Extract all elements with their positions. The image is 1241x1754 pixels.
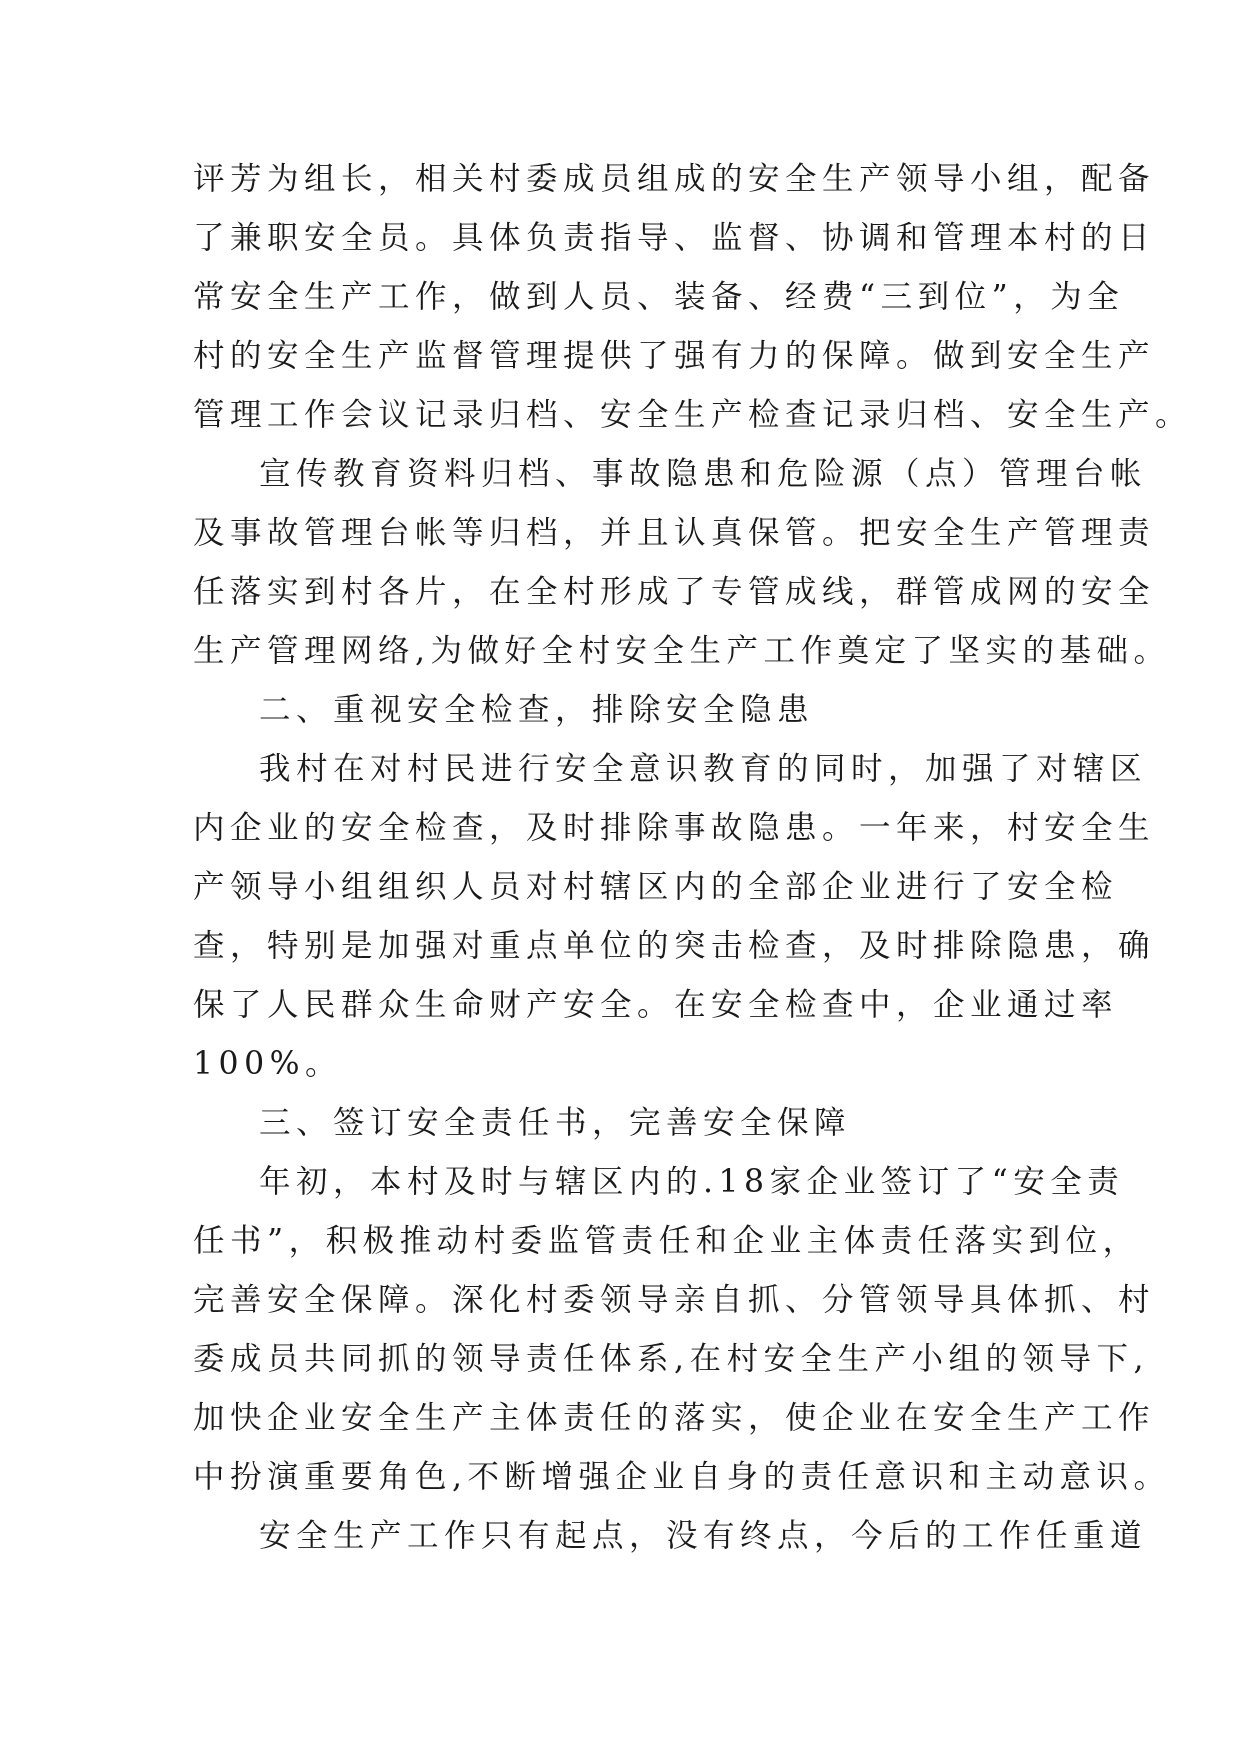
text-line: 村的安全生产监督管理提供了强有力的保障。做到安全生产 (193, 338, 1156, 374)
text-line: 任书”，积极推动村委监管责任和企业主体责任落实到位， (193, 1223, 1140, 1259)
paragraph-2 (193, 445, 1171, 681)
document-body (193, 150, 1193, 1566)
text-line: 完善安全保障。深化村委领导亲自抓、分管领导具体抓、村 (193, 1282, 1156, 1318)
text-line: 了兼职安全员。具体负责指导、监督、协调和管理本村的日 (193, 220, 1156, 256)
text-line: 及事故管理台帐等归档，并且认真保管。把安全生产管理责 (193, 515, 1156, 551)
text-line: 评芳为组长，相关村委成员组成的安全生产领导小组，配备 (193, 161, 1156, 197)
text-line: 查，特别是加强对重点单位的突击检查，及时排除隐患，确 (193, 928, 1156, 964)
text-line: 保了人民群众生命财产安全。在安全检查中，企业通过率 (193, 987, 1119, 1023)
text-line: 管理工作会议记录归档、安全生产检查记录归档、安全生产。 (193, 397, 1193, 433)
paragraph-5 (193, 1507, 1148, 1566)
text-line: 任落实到村各片，在全村形成了专管成线，群管成网的安全 (193, 574, 1156, 610)
text-line: 我村在对村民进行安全意识教育的同时，加强了对辖区 (259, 751, 1148, 787)
text-line: 产领导小组组织人员对村辖区内的全部企业进行了安全检 (193, 869, 1119, 905)
section-heading-3 (193, 1094, 1059, 1153)
text-line: 常安全生产工作，做到人员、装备、经费“三到位”，为全 (193, 279, 1125, 315)
text-line: 100%。 (193, 1046, 343, 1082)
heading-line: 二、重视安全检查，排除安全隐患 (259, 692, 815, 728)
text-line: 加快企业安全生产主体责任的落实，使企业在安全生产工作 (193, 1400, 1156, 1436)
text-line: 年初，本村及时与辖区内的.18家企业签订了“安全责 (259, 1164, 1125, 1200)
section-heading-2 (193, 681, 1059, 740)
text-line: 生产管理网络,为做好全村安全生产工作奠定了坚实的基础。 (193, 633, 1171, 669)
text-line: 宣传教育资料归档、事故隐患和危险源（点）管理台帐 (259, 456, 1148, 492)
text-line: 内企业的安全检查，及时排除事故隐患。一年来，村安全生 (193, 810, 1156, 846)
paragraph-1 (193, 150, 1193, 445)
heading-line: 三、签订安全责任书，完善安全保障 (259, 1105, 852, 1141)
text-line: 中扮演重要角色,不断增强企业自身的责任意识和主动意识。 (193, 1459, 1171, 1495)
text-line: 委成员共同抓的领导责任体系,在村安全生产小组的领导下, (193, 1341, 1150, 1377)
text-line: 安全生产工作只有起点，没有终点，今后的工作任重道 (259, 1518, 1148, 1554)
paragraph-3 (193, 740, 1156, 1094)
paragraph-4 (193, 1153, 1171, 1507)
